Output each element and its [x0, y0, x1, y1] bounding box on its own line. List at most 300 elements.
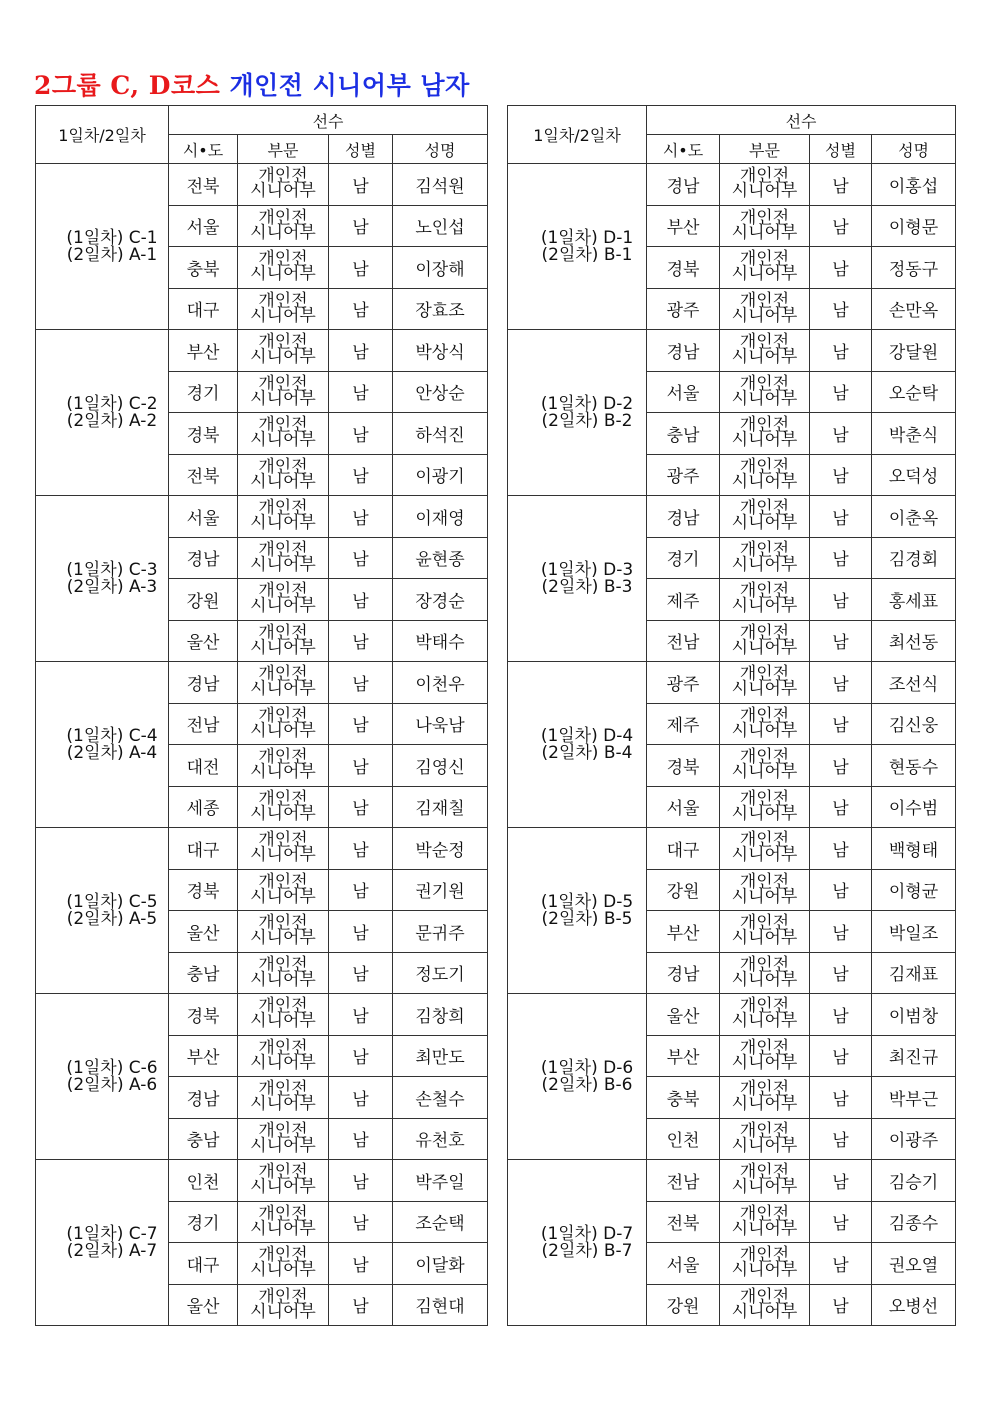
player-name-cell: 장효조 — [393, 288, 488, 330]
division-line-1: 개인전 — [739, 498, 790, 519]
player-name-cell: 김승기 — [872, 1160, 956, 1202]
gender-cell: 남 — [810, 1201, 872, 1243]
region-cell: 경북 — [169, 413, 238, 455]
round-assignment-cell — [508, 828, 647, 994]
region-cell: 대전 — [169, 745, 238, 787]
player-name-cell: 오병선 — [872, 1284, 956, 1326]
division-cell — [720, 1160, 810, 1202]
region-cell: 경기 — [169, 371, 238, 413]
division-cell — [238, 1243, 329, 1285]
header-gender: 성별 — [810, 135, 872, 164]
division-line-1: 개인전 — [258, 207, 308, 228]
division-line-1: 개인전 — [739, 1286, 790, 1307]
gender-cell: 남 — [810, 413, 872, 455]
division-line-2: 시니어부 — [731, 222, 798, 243]
division-line-1: 개인전 — [739, 705, 790, 726]
division-line-2: 시니어부 — [250, 513, 316, 534]
gender-cell: 남 — [329, 703, 393, 745]
division-cell — [720, 1201, 810, 1243]
player-name-cell: 김재칠 — [393, 786, 488, 828]
header-division: 부문 — [238, 135, 329, 164]
division-line-2: 시니어부 — [250, 1301, 316, 1322]
division-cell — [238, 662, 329, 704]
division-line-2: 시니어부 — [731, 1260, 798, 1281]
division-cell — [720, 911, 810, 953]
division-line-1: 개인전 — [739, 1203, 790, 1224]
region-cell: 충남 — [169, 1118, 238, 1160]
division-line-2: 시니어부 — [250, 596, 316, 617]
division-cell — [238, 703, 329, 745]
gender-cell: 남 — [810, 164, 872, 206]
division-line-1: 개인전 — [739, 581, 790, 602]
gender-cell: 남 — [329, 371, 393, 413]
header-name: 성명 — [872, 135, 956, 164]
division-line-1: 개인전 — [739, 788, 790, 809]
division-line-1: 개인전 — [739, 166, 790, 187]
day1-course: (1일차) D-1 — [540, 227, 634, 248]
player-name-cell: 이범창 — [872, 994, 956, 1036]
division-cell — [720, 537, 810, 579]
region-cell: 제주 — [647, 579, 720, 621]
division-line-1: 개인전 — [739, 456, 790, 477]
division-line-1: 개인전 — [258, 1037, 308, 1058]
region-cell: 인천 — [647, 1118, 720, 1160]
region-cell: 광주 — [647, 288, 720, 330]
division-cell — [720, 205, 810, 247]
player-name-cell: 오덕성 — [872, 454, 956, 496]
division-line-2: 시니어부 — [250, 430, 316, 451]
region-cell: 충북 — [647, 1077, 720, 1119]
table-row — [36, 330, 488, 372]
table-row — [508, 330, 956, 372]
division-line-2: 시니어부 — [731, 637, 798, 658]
header-name: 성명 — [393, 135, 488, 164]
division-line-2: 시니어부 — [731, 554, 798, 575]
gender-cell: 남 — [329, 911, 393, 953]
gender-cell: 남 — [810, 662, 872, 704]
division-line-2: 시니어부 — [250, 1135, 316, 1156]
day2-course: (2일차) B-7 — [541, 1240, 633, 1261]
region-cell: 울산 — [169, 911, 238, 953]
division-cell — [720, 454, 810, 496]
division-cell — [238, 869, 329, 911]
division-cell — [720, 247, 810, 289]
region-cell: 울산 — [647, 994, 720, 1036]
region-cell: 강원 — [647, 869, 720, 911]
round-assignment-cell — [508, 662, 647, 828]
division-line-2: 시니어부 — [731, 1011, 798, 1032]
player-name-cell: 하석진 — [393, 413, 488, 455]
division-line-1: 개인전 — [258, 1120, 308, 1141]
player-name-cell: 박주일 — [393, 1160, 488, 1202]
division-cell — [720, 828, 810, 870]
region-cell: 대구 — [169, 288, 238, 330]
day1-course: (1일차) D-4 — [540, 725, 634, 746]
region-cell: 부산 — [647, 911, 720, 953]
division-cell — [720, 869, 810, 911]
division-cell — [720, 330, 810, 372]
division-line-1: 개인전 — [258, 498, 308, 519]
gender-cell: 남 — [329, 330, 393, 372]
day1-course: (1일차) C-6 — [66, 1057, 158, 1078]
table-row — [508, 994, 956, 1036]
day1-course: (1일차) C-4 — [66, 725, 158, 746]
region-cell: 서울 — [647, 371, 720, 413]
division-cell — [720, 786, 810, 828]
division-line-2: 시니어부 — [250, 1177, 316, 1198]
division-line-1: 개인전 — [739, 996, 790, 1017]
division-line-2: 시니어부 — [731, 471, 798, 492]
division-line-2: 시니어부 — [731, 181, 798, 202]
player-name-cell: 박춘식 — [872, 413, 956, 455]
player-name-cell: 박상식 — [393, 330, 488, 372]
table-row — [508, 1160, 956, 1202]
division-line-2: 시니어부 — [731, 596, 798, 617]
gender-cell: 남 — [329, 288, 393, 330]
player-name-cell: 안상순 — [393, 371, 488, 413]
division-cell — [238, 496, 329, 538]
division-line-2: 시니어부 — [250, 1260, 316, 1281]
division-line-1: 개인전 — [739, 1037, 790, 1058]
day1-course: (1일차) C-5 — [66, 891, 158, 912]
region-cell: 부산 — [647, 205, 720, 247]
division-line-2: 시니어부 — [731, 1135, 798, 1156]
day2-course: (2일차) A-3 — [66, 576, 158, 597]
title-group-course: 2그룹 C, D코스 — [34, 71, 221, 100]
gender-cell: 남 — [329, 454, 393, 496]
gender-cell: 남 — [810, 1077, 872, 1119]
gender-cell: 남 — [329, 1077, 393, 1119]
region-cell: 충북 — [169, 247, 238, 289]
gender-cell: 남 — [329, 164, 393, 206]
player-name-cell: 이천우 — [393, 662, 488, 704]
division-line-2: 시니어부 — [731, 305, 798, 326]
region-cell: 경남 — [647, 330, 720, 372]
player-name-cell: 유천호 — [393, 1118, 488, 1160]
division-line-2: 시니어부 — [250, 1052, 316, 1073]
region-cell: 울산 — [169, 620, 238, 662]
player-name-cell: 권기원 — [393, 869, 488, 911]
division-line-1: 개인전 — [258, 373, 308, 394]
header-round: 1일차/2일차 — [36, 106, 169, 164]
player-name-cell: 이형문 — [872, 205, 956, 247]
division-line-2: 시니어부 — [731, 969, 798, 990]
division-cell — [720, 703, 810, 745]
region-cell: 세종 — [169, 786, 238, 828]
player-name-cell: 박순정 — [393, 828, 488, 870]
region-cell: 충남 — [169, 952, 238, 994]
round-assignment-cell — [508, 994, 647, 1160]
division-cell — [238, 1035, 329, 1077]
division-cell — [238, 371, 329, 413]
gender-cell: 남 — [329, 205, 393, 247]
round-assignment-cell — [36, 1160, 169, 1326]
region-cell: 서울 — [169, 205, 238, 247]
day2-course: (2일차) B-5 — [541, 908, 633, 929]
gender-cell: 남 — [810, 703, 872, 745]
day1-course: (1일차) D-6 — [540, 1057, 634, 1078]
table-row — [508, 496, 956, 538]
day1-course: (1일차) D-5 — [540, 891, 634, 912]
player-name-cell: 박부근 — [872, 1077, 956, 1119]
division-cell — [720, 952, 810, 994]
region-cell: 경북 — [169, 869, 238, 911]
division-line-2: 시니어부 — [250, 305, 316, 326]
division-line-2: 시니어부 — [731, 762, 798, 783]
gender-cell: 남 — [329, 745, 393, 787]
day1-course: (1일차) C-1 — [66, 227, 158, 248]
region-cell: 인천 — [169, 1160, 238, 1202]
region-cell: 경남 — [169, 537, 238, 579]
division-line-2: 시니어부 — [250, 1094, 316, 1115]
division-cell — [238, 786, 329, 828]
day2-course: (2일차) B-6 — [541, 1074, 633, 1095]
gender-cell: 남 — [329, 1035, 393, 1077]
player-name-cell: 최만도 — [393, 1035, 488, 1077]
region-cell: 경남 — [647, 952, 720, 994]
table-row — [36, 994, 488, 1036]
division-line-2: 시니어부 — [250, 637, 316, 658]
division-line-1: 개인전 — [258, 1162, 308, 1183]
gender-cell: 남 — [810, 1243, 872, 1285]
player-name-cell: 김창희 — [393, 994, 488, 1036]
division-cell — [238, 1118, 329, 1160]
gender-cell: 남 — [329, 662, 393, 704]
player-name-cell: 김재표 — [872, 952, 956, 994]
gender-cell: 남 — [810, 330, 872, 372]
division-line-2: 시니어부 — [731, 1218, 798, 1239]
header-division: 부문 — [720, 135, 810, 164]
player-name-cell: 이달화 — [393, 1243, 488, 1285]
region-cell: 전남 — [647, 620, 720, 662]
day2-course: (2일차) B-4 — [541, 742, 633, 763]
day1-course: (1일차) C-7 — [66, 1223, 158, 1244]
division-line-2: 시니어부 — [731, 886, 798, 907]
player-name-cell: 조선식 — [872, 662, 956, 704]
day1-course: (1일차) D-3 — [540, 559, 634, 580]
region-cell: 대구 — [647, 828, 720, 870]
division-line-1: 개인전 — [258, 1286, 308, 1307]
gender-cell: 남 — [810, 371, 872, 413]
division-line-2: 시니어부 — [250, 264, 316, 285]
gender-cell: 남 — [810, 1118, 872, 1160]
gender-cell: 남 — [329, 1284, 393, 1326]
division-cell — [720, 164, 810, 206]
division-cell — [238, 1201, 329, 1243]
division-line-1: 개인전 — [258, 456, 308, 477]
division-line-1: 개인전 — [258, 166, 308, 187]
player-name-cell: 최선동 — [872, 620, 956, 662]
division-line-1: 개인전 — [739, 871, 790, 892]
region-cell: 부산 — [647, 1035, 720, 1077]
round-assignment-cell — [508, 496, 647, 662]
player-name-cell: 조순택 — [393, 1201, 488, 1243]
gender-cell: 남 — [329, 1160, 393, 1202]
player-name-cell: 이광주 — [872, 1118, 956, 1160]
title-category: 개인전 시니어부 남자 — [229, 71, 470, 100]
region-cell: 부산 — [169, 330, 238, 372]
division-cell — [238, 828, 329, 870]
region-cell: 강원 — [647, 1284, 720, 1326]
division-line-1: 개인전 — [739, 1162, 790, 1183]
division-line-1: 개인전 — [258, 788, 308, 809]
header-region: 시•도 — [647, 135, 720, 164]
division-line-2: 시니어부 — [250, 886, 316, 907]
day1-course: (1일차) C-2 — [66, 393, 158, 414]
division-line-1: 개인전 — [258, 581, 308, 602]
day1-course: (1일차) D-7 — [540, 1223, 634, 1244]
division-cell — [720, 1284, 810, 1326]
division-cell — [238, 537, 329, 579]
division-line-1: 개인전 — [258, 705, 308, 726]
division-line-1: 개인전 — [258, 913, 308, 934]
player-name-cell: 김경회 — [872, 537, 956, 579]
region-cell: 전북 — [169, 454, 238, 496]
division-cell — [720, 288, 810, 330]
region-cell: 서울 — [647, 1243, 720, 1285]
table-row — [508, 662, 956, 704]
gender-cell: 남 — [329, 952, 393, 994]
division-line-2: 시니어부 — [731, 803, 798, 824]
division-cell — [720, 1118, 810, 1160]
gender-cell: 남 — [329, 1201, 393, 1243]
player-name-cell: 박일조 — [872, 911, 956, 953]
division-cell — [238, 745, 329, 787]
gender-cell: 남 — [810, 911, 872, 953]
gender-cell: 남 — [329, 869, 393, 911]
gender-cell: 남 — [810, 1284, 872, 1326]
player-name-cell: 김현대 — [393, 1284, 488, 1326]
gender-cell: 남 — [810, 288, 872, 330]
header-round: 1일차/2일차 — [508, 106, 647, 164]
right-schedule-table — [507, 105, 956, 1326]
region-cell: 경남 — [169, 662, 238, 704]
gender-cell: 남 — [329, 620, 393, 662]
division-line-1: 개인전 — [258, 664, 308, 685]
player-name-cell: 정도기 — [393, 952, 488, 994]
region-cell: 전북 — [169, 164, 238, 206]
player-name-cell: 현동수 — [872, 745, 956, 787]
division-line-1: 개인전 — [258, 871, 308, 892]
division-line-1: 개인전 — [739, 747, 790, 768]
gender-cell: 남 — [810, 454, 872, 496]
gender-cell: 남 — [810, 952, 872, 994]
division-cell — [720, 413, 810, 455]
region-cell: 제주 — [647, 703, 720, 745]
division-line-1: 개인전 — [739, 622, 790, 643]
header-player: 선수 — [169, 106, 488, 135]
division-cell — [238, 164, 329, 206]
region-cell: 대구 — [169, 828, 238, 870]
division-line-1: 개인전 — [258, 747, 308, 768]
region-cell: 경남 — [647, 496, 720, 538]
gender-cell: 남 — [329, 247, 393, 289]
division-line-2: 시니어부 — [250, 969, 316, 990]
gender-cell: 남 — [810, 994, 872, 1036]
division-cell — [720, 371, 810, 413]
gender-cell: 남 — [329, 994, 393, 1036]
division-line-1: 개인전 — [739, 539, 790, 560]
player-name-cell: 윤현종 — [393, 537, 488, 579]
day2-course: (2일차) A-6 — [66, 1074, 158, 1095]
region-cell: 광주 — [647, 454, 720, 496]
player-name-cell: 홍세표 — [872, 579, 956, 621]
page-title — [34, 66, 470, 102]
player-name-cell: 정동구 — [872, 247, 956, 289]
table-row — [36, 828, 488, 870]
division-line-1: 개인전 — [258, 1079, 308, 1100]
round-assignment-cell — [36, 330, 169, 496]
day2-course: (2일차) A-1 — [66, 244, 158, 265]
round-assignment-cell — [508, 1160, 647, 1326]
day2-course: (2일차) A-7 — [66, 1240, 158, 1261]
division-line-1: 개인전 — [258, 954, 308, 975]
region-cell: 경남 — [647, 164, 720, 206]
division-cell — [720, 1077, 810, 1119]
division-line-2: 시니어부 — [731, 845, 798, 866]
header-region: 시•도 — [169, 135, 238, 164]
player-name-cell: 강달원 — [872, 330, 956, 372]
division-line-1: 개인전 — [258, 830, 308, 851]
gender-cell: 남 — [810, 869, 872, 911]
division-line-1: 개인전 — [739, 373, 790, 394]
header-player: 선수 — [647, 106, 956, 135]
left-schedule-table — [35, 105, 488, 1326]
division-line-1: 개인전 — [739, 664, 790, 685]
round-assignment-cell — [36, 662, 169, 828]
player-name-cell: 박태수 — [393, 620, 488, 662]
region-cell: 충남 — [647, 413, 720, 455]
division-line-2: 시니어부 — [250, 845, 316, 866]
region-cell: 경기 — [169, 1201, 238, 1243]
division-line-1: 개인전 — [258, 290, 308, 311]
gender-cell: 남 — [810, 828, 872, 870]
day1-course: (1일차) C-3 — [66, 559, 158, 580]
division-line-2: 시니어부 — [250, 1011, 316, 1032]
division-cell — [238, 952, 329, 994]
division-line-2: 시니어부 — [250, 554, 316, 575]
day2-course: (2일차) A-2 — [66, 410, 158, 431]
player-name-cell: 권오열 — [872, 1243, 956, 1285]
division-line-1: 개인전 — [739, 249, 790, 270]
division-line-1: 개인전 — [739, 332, 790, 353]
player-name-cell: 김영신 — [393, 745, 488, 787]
division-line-2: 시니어부 — [731, 1052, 798, 1073]
player-name-cell: 이홍섭 — [872, 164, 956, 206]
division-cell — [720, 1243, 810, 1285]
division-line-2: 시니어부 — [250, 928, 316, 949]
table-row — [508, 164, 956, 206]
gender-cell: 남 — [329, 579, 393, 621]
division-line-2: 시니어부 — [731, 430, 798, 451]
day2-course: (2일차) A-5 — [66, 908, 158, 929]
region-cell: 전남 — [647, 1160, 720, 1202]
division-cell — [238, 911, 329, 953]
division-cell — [238, 994, 329, 1036]
player-name-cell: 김신웅 — [872, 703, 956, 745]
gender-cell: 남 — [810, 786, 872, 828]
region-cell: 강원 — [169, 579, 238, 621]
division-line-1: 개인전 — [258, 1245, 308, 1266]
gender-cell: 남 — [329, 537, 393, 579]
region-cell: 대구 — [169, 1243, 238, 1285]
gender-cell: 남 — [810, 537, 872, 579]
gender-cell: 남 — [810, 496, 872, 538]
gender-cell: 남 — [810, 247, 872, 289]
round-assignment-cell — [36, 828, 169, 994]
region-cell: 부산 — [169, 1035, 238, 1077]
division-line-2: 시니어부 — [250, 1218, 316, 1239]
